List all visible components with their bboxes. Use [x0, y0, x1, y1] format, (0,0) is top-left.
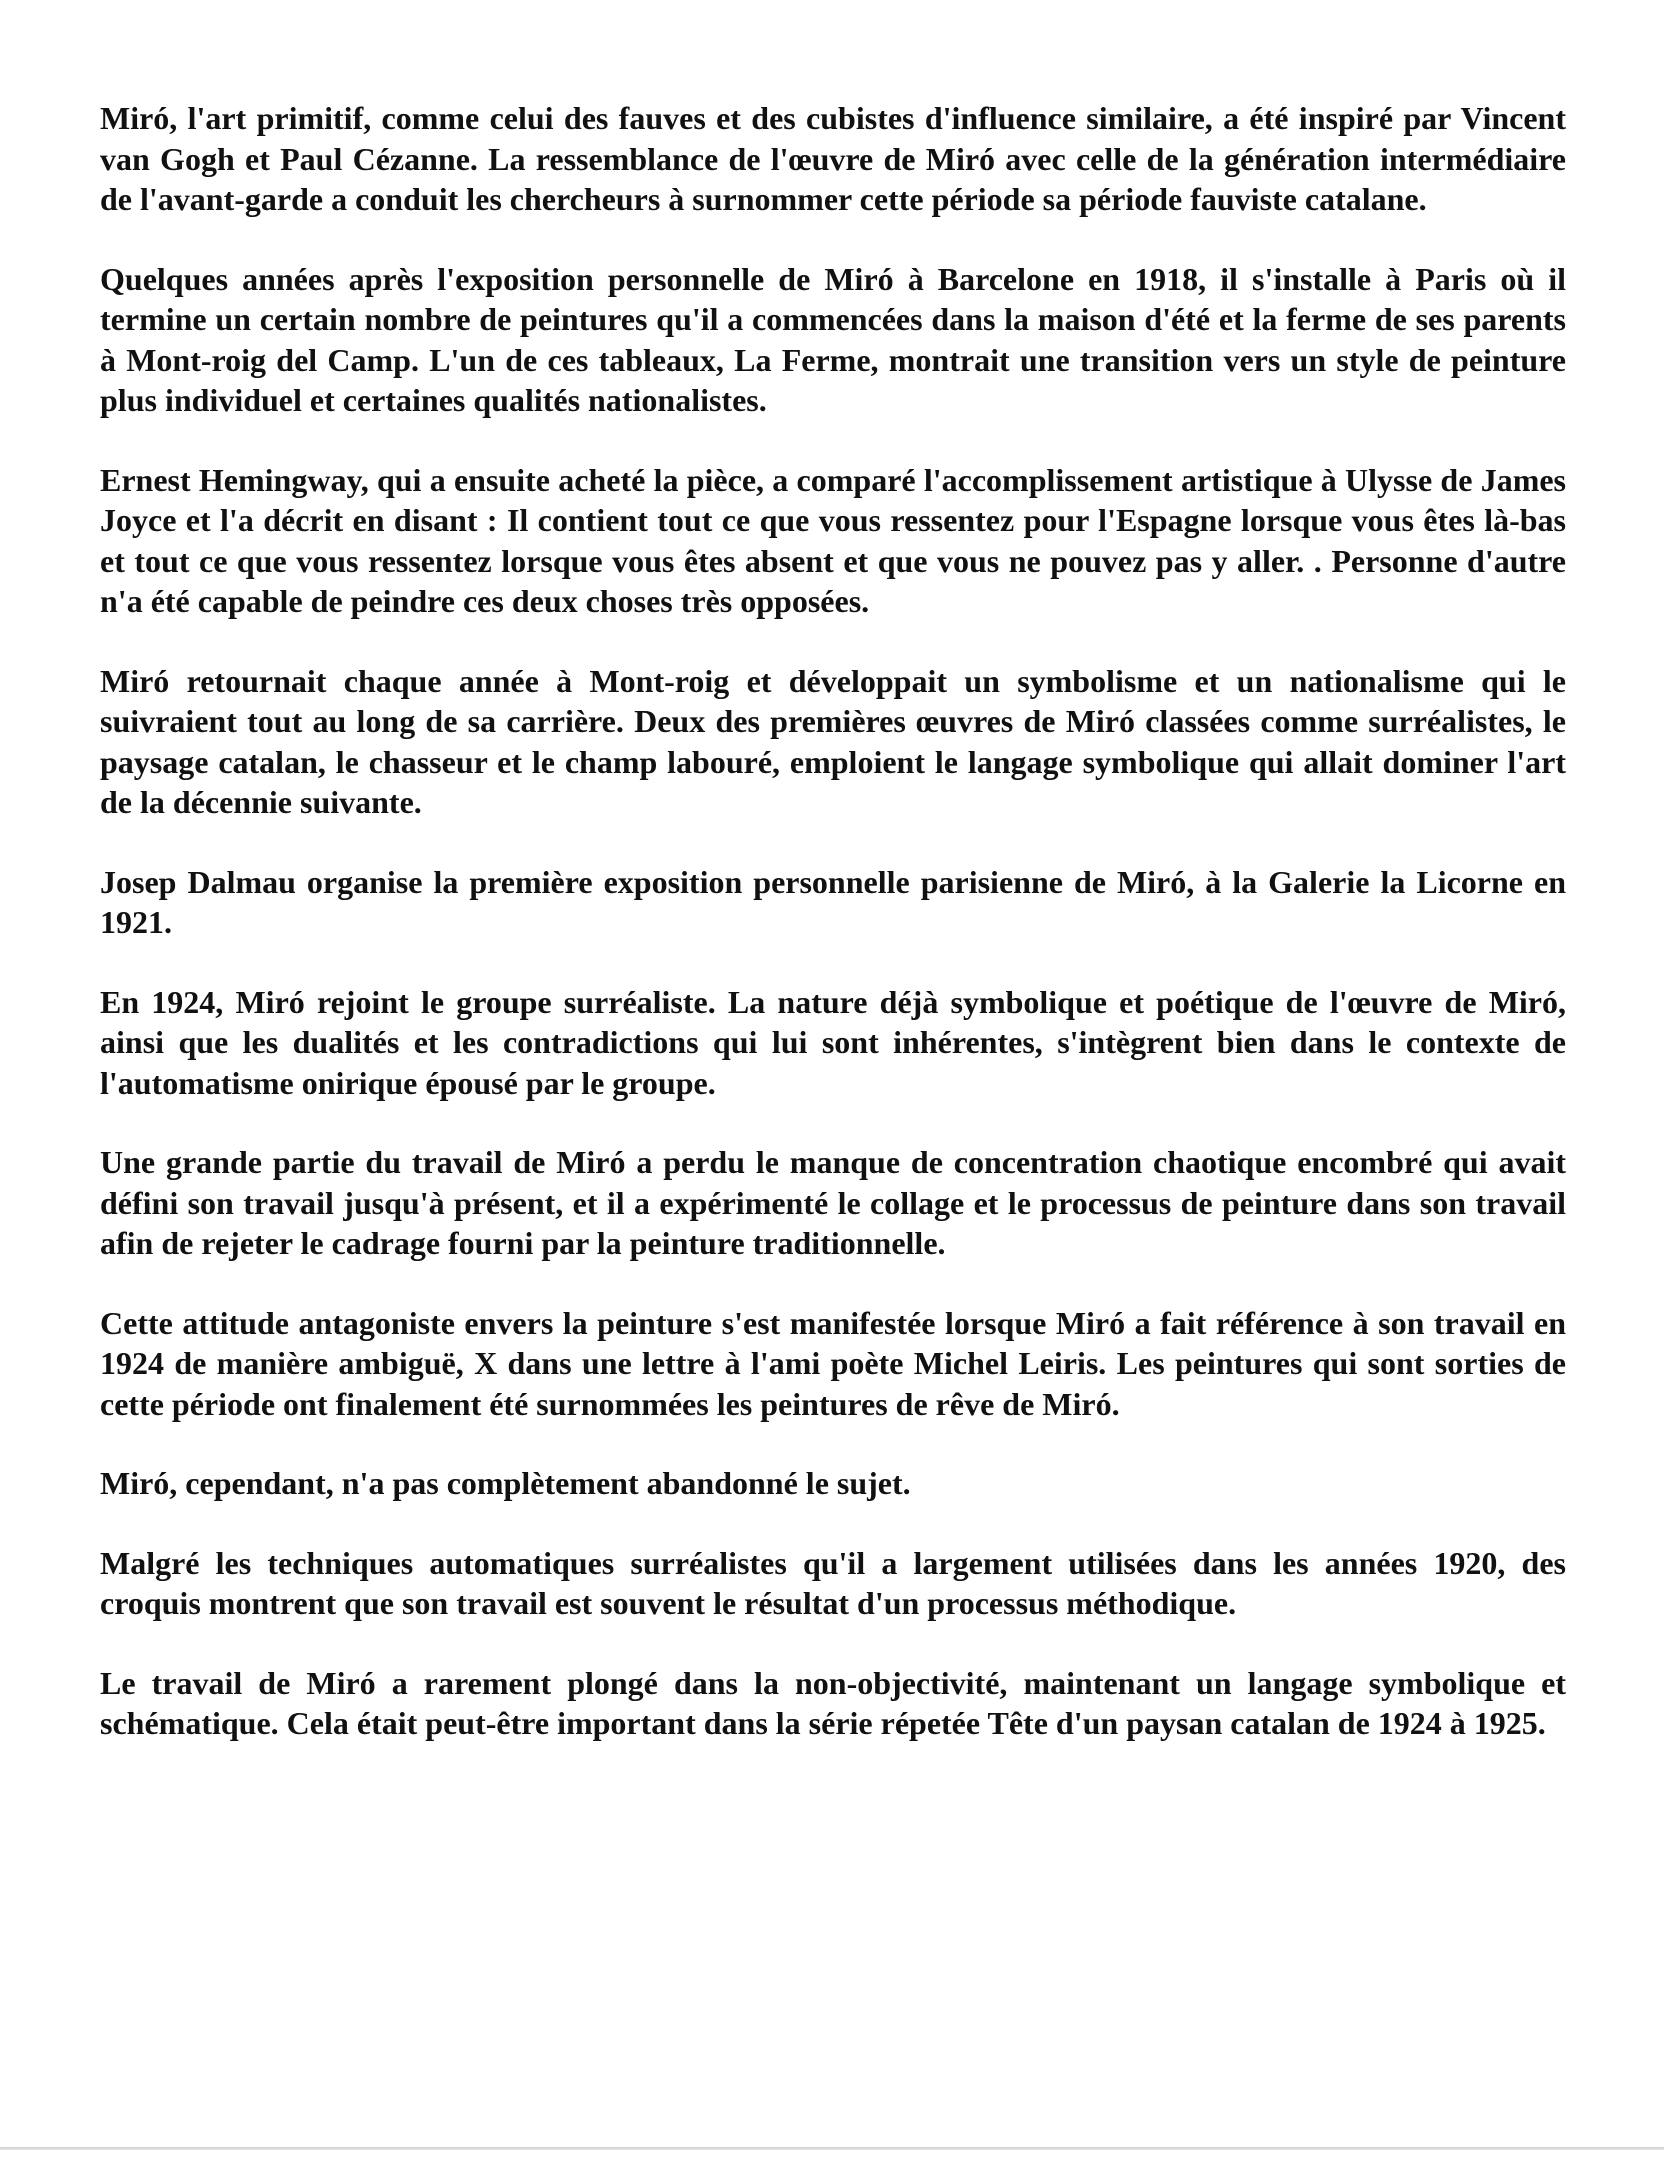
- paragraph: Une grande partie du travail de Miró a perdu le manque de concentration chaotique encombré qui avait défini son travail jusqu'à présent, et il a expérimenté le collage et le processus de peinture dans son travail afin de rejeter le cadrage fourni par la peinture traditionnelle.: [100, 1144, 1566, 1261]
- paragraph: Quelques années après l'exposition personnelle de Miró à Barcelone en 1918, il s'installe à Paris où il termine un certain nombre de peintures qu'il a commencées dans la maison d'été et la ferme de ses parents à Mont-roig del Camp. L'un de ces tableaux, La Ferme, montrait une transition vers un style de peinture plus individuel et certaines qualités nationalistes.: [100, 260, 1566, 418]
- paragraph: Miró, cependant, n'a pas complètement abandonné le sujet.: [100, 1465, 911, 1501]
- paragraph: Miró retournait chaque année à Mont-roig et développait un symbolisme et un nationalisme qui le suivraient tout au long de sa carrière. Deux des premières œuvres de Miró classées comme surréalistes, le paysage catalan, le chasseur et le champ labouré, emploient le langage symbolique qui allait dominer l'art de la décennie suivante.: [100, 662, 1566, 820]
- paragraph: Malgré les techniques automatiques surréalistes qu'il a largement utilisées dans les années 1920, des croquis montrent que son travail est souvent le résultat d'un processus méthodique.: [100, 1544, 1566, 1621]
- bottom-edge-rule: [0, 2147, 1664, 2150]
- paragraph: Josep Dalmau organise la première exposition personnelle parisienne de Miró, à la Galerie la Licorne en 1921.: [100, 863, 1566, 940]
- paragraph: Cette attitude antagoniste envers la peinture s'est manifestée lorsque Miró a fait référence à son travail en 1924 de manière ambiguë, X dans une lettre à l'ami poète Michel Leiris. Les peintures qui sont sorties de cette période ont finalement été surnommées les peintures de rêve de Miró.: [100, 1304, 1566, 1422]
- text-body: [100, 98, 1566, 1744]
- paragraph: Le travail de Miró a rarement plongé dans la non-objectivité, maintenant un langage symbolique et schématique. Cela était peut-être important dans la série répetée Tête d'un paysan catalan de 1924 à 1925.: [100, 1664, 1566, 1741]
- paragraph: Ernest Hemingway, qui a ensuite acheté la pièce, a comparé l'accomplissement artistique à Ulysse de James Joyce et l'a décrit en disant : Il contient tout ce que vous ressentez pour l'Espagne lorsque vous êtes là-bas et tout ce que vous ressentez lorsque vous êtes absent et que vous ne pouvez pas y aller. . Personne d'autre n'a été capable de peindre ces deux choses très opposées.: [100, 461, 1566, 619]
- paragraph: En 1924, Miró rejoint le groupe surréaliste. La nature déjà symbolique et poétique de l'œuvre de Miró, ainsi que les dualités et les contradictions qui lui sont inhérentes, s'intègrent bien dans le contexte de l'automatisme onirique épousé par le groupe.: [100, 983, 1566, 1101]
- paragraph: Miró, l'art primitif, comme celui des fauves et des cubistes d'influence similaire, a été inspiré par Vincent van Gogh et Paul Cézanne. La ressemblance de l'œuvre de Miró avec celle de la génération intermédiaire de l'avant-garde a conduit les chercheurs à surnommer cette période sa période fauviste catalane.: [100, 100, 1566, 217]
